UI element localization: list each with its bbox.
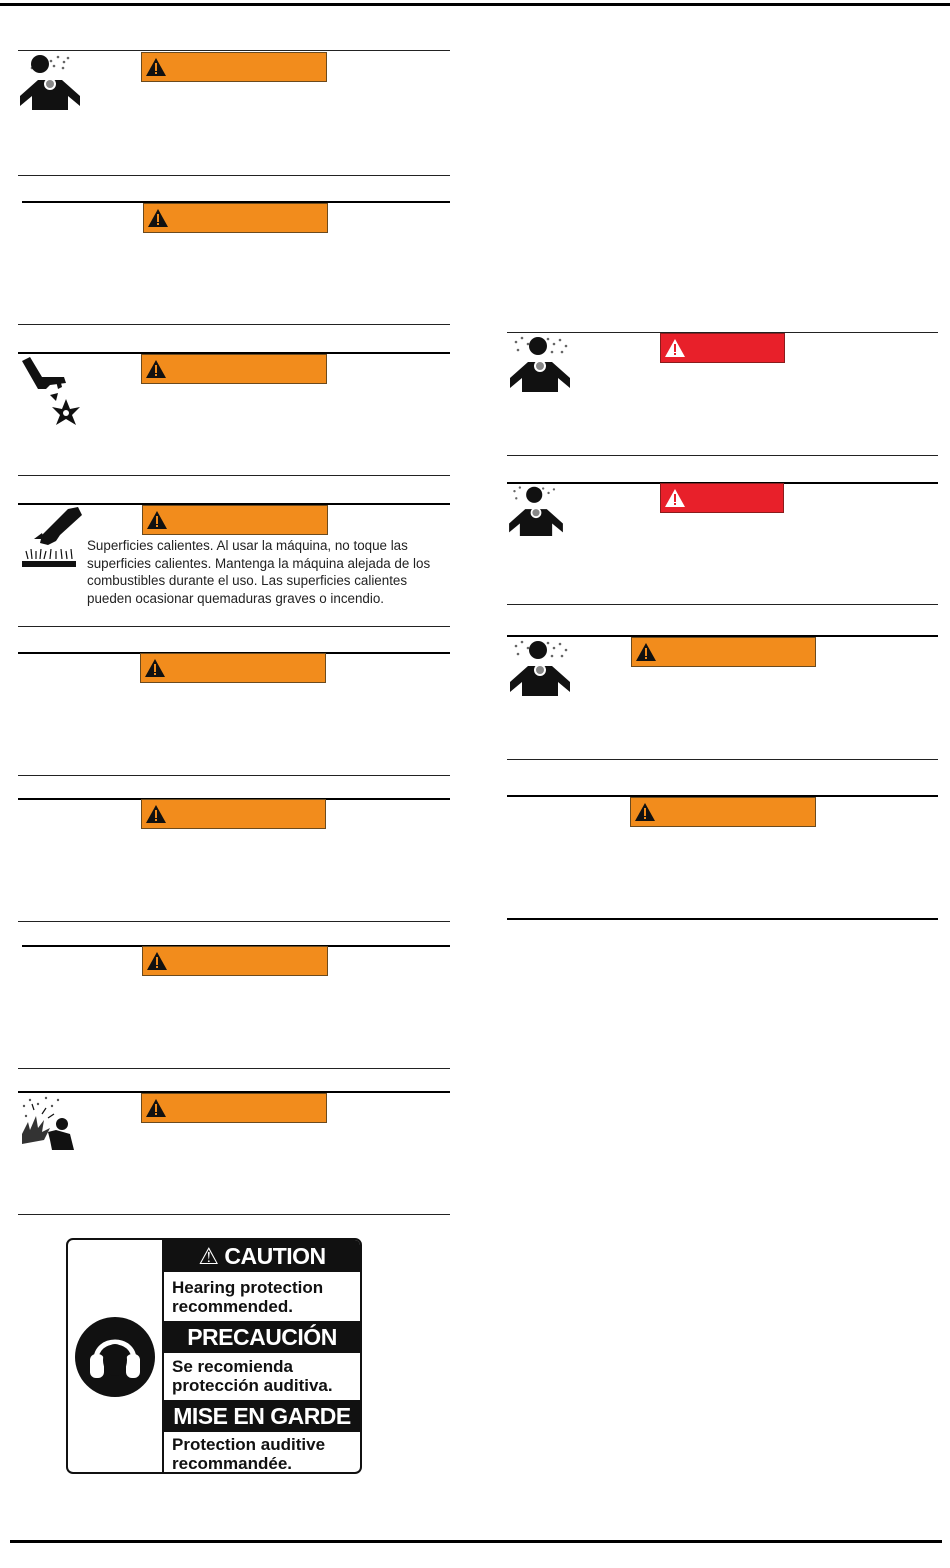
warning-triangle-icon [145,359,167,379]
warning-triangle-icon [144,658,166,678]
fumes-hazard-icon [508,638,572,696]
section-bottom-line [507,918,938,920]
hot-surface-hazard-icon [20,505,84,569]
warning-triangle-icon [145,1098,167,1118]
warning-badge [140,653,326,683]
mise-en-garde-header: MISE EN GARDE [164,1400,360,1432]
warning-badge [142,505,328,535]
section-bottom-line [18,324,450,325]
label-text-panel [164,1240,360,1472]
danger-triangle-icon [664,338,686,358]
danger-badge [660,333,785,363]
section-bottom-line [507,604,938,605]
section-bottom-line [507,759,938,760]
warning-badge [141,799,326,829]
warning-badge [631,637,816,667]
warning-triangle-icon [634,802,656,822]
section-bottom-line [18,775,450,776]
label-icon-panel [68,1240,164,1472]
fumes-hazard-icon [506,484,566,536]
fumes-hazard-icon [508,334,572,392]
precaucion-text: Se recomienda protección auditiva. [172,1357,333,1395]
section-bottom-line [18,921,450,922]
bottom-rule [10,1540,942,1543]
section-bottom-line [18,475,450,476]
hot-surfaces-text: Superficies calientes. Al usar la máquina, no toque las superficies calientes. Mantenga la máquina alejada de los combustibles durante el uso. Las superficies calientes pueden ocasionar quemaduras graves o incendio. [87,538,431,606]
warning-triangle-icon [145,804,167,824]
warning-triangle-icon [145,57,167,77]
caution-header: ⚠ CAUTION [164,1240,360,1272]
top-rule [0,3,950,6]
warning-triangle-icon [146,510,168,530]
section-bottom-line [18,1214,450,1215]
danger-triangle-icon [664,488,686,508]
caution-triangle-icon: ⚠ [198,1243,225,1269]
warning-triangle-icon [635,642,657,662]
warning-badge [630,797,816,827]
section-bottom-line [18,175,450,176]
moving-parts-hazard-icon [20,355,84,427]
section-bottom-line [507,455,938,456]
warning-badge [141,1093,327,1123]
section-top-line [18,50,450,51]
warning-triangle-icon [146,951,168,971]
warning-badge [141,52,327,82]
danger-badge [660,483,784,513]
warning-badge [142,946,328,976]
warning-triangle-icon [147,208,169,228]
warning-badge [143,203,328,233]
mise-en-garde-text: Protection auditive recommandée. [172,1435,326,1473]
hearing-protection-icon [74,1316,156,1398]
caution-text: Hearing protection recommended. [172,1278,324,1316]
warning-badge [141,354,327,384]
section-bottom-line [18,626,450,627]
explosion-hazard-icon [18,1094,76,1150]
hearing-protection-label [66,1238,362,1474]
section-bottom-line [18,1068,450,1069]
fumes-hazard-icon [18,52,82,110]
precaucion-header: PRECAUCIÓN [164,1321,360,1353]
